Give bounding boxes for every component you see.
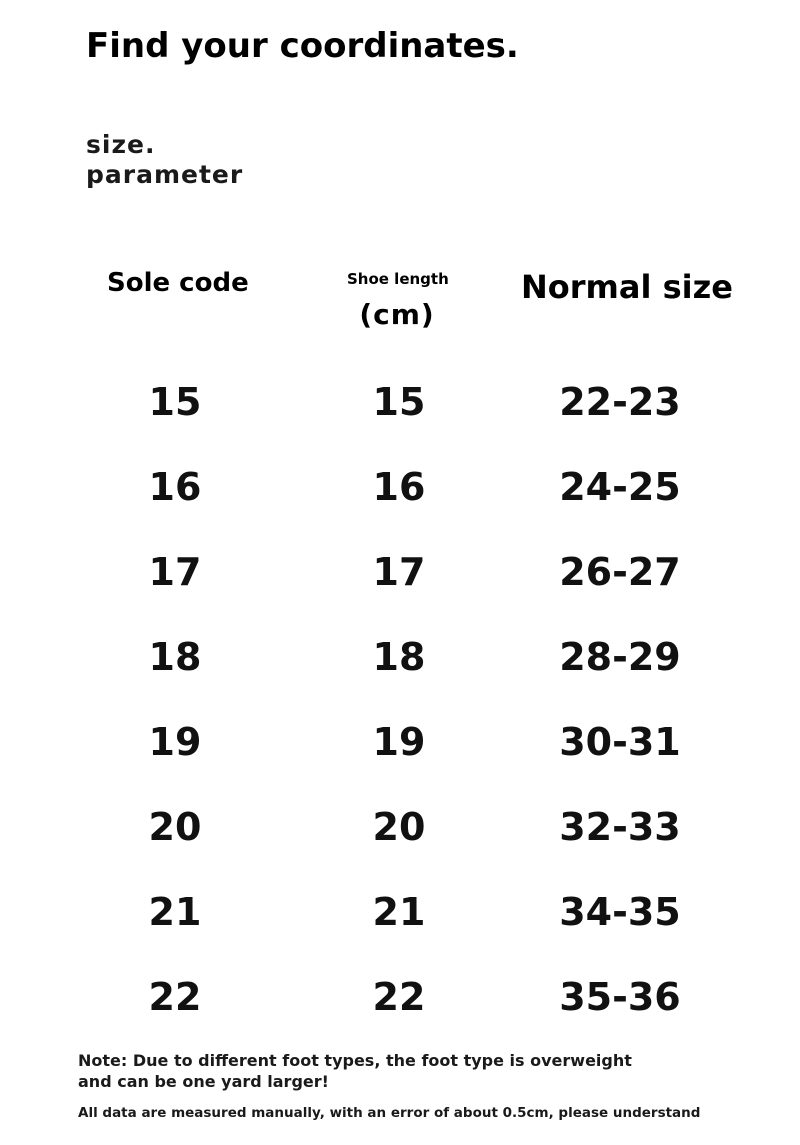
shoe-length-cell: 21 (372, 890, 426, 934)
table-row (0, 967, 800, 1052)
note-line-1: Note: Due to different foot types, the foot type is overweight (78, 1051, 632, 1070)
section-subtitle (86, 130, 243, 190)
note-line-2: and can be one yard larger! (78, 1072, 329, 1091)
sole-code-cell: 22 (148, 975, 202, 1019)
normal-size-cell: 30-31 (559, 720, 681, 764)
sole-code-cell: 21 (148, 890, 202, 934)
column-header-shoe-length: Shoe length (347, 270, 449, 288)
sizing-note (78, 1050, 632, 1092)
column-header-sole-code: Sole code (107, 268, 249, 298)
sole-code-cell: 18 (148, 635, 202, 679)
subtitle-line-1: size. (86, 130, 156, 159)
sole-code-cell: 16 (148, 465, 202, 509)
shoe-length-cell: 16 (372, 465, 426, 509)
shoe-length-cell: 19 (372, 720, 426, 764)
normal-size-cell: 28-29 (559, 635, 681, 679)
table-row (0, 797, 800, 882)
sole-code-cell: 17 (148, 550, 202, 594)
shoe-length-cell: 20 (372, 805, 426, 849)
column-header-shoe-length-unit: (cm) (359, 298, 435, 331)
table-row (0, 712, 800, 797)
column-header-normal-size: Normal size (521, 268, 733, 306)
table-row (0, 627, 800, 712)
subtitle-line-2: parameter (86, 160, 244, 189)
measurement-disclaimer: All data are measured manually, with an error of about 0.5cm, please understand (78, 1105, 701, 1121)
sole-code-cell: 20 (148, 805, 202, 849)
shoe-length-cell: 22 (372, 975, 426, 1019)
normal-size-cell: 22-23 (559, 380, 681, 424)
table-row (0, 457, 800, 542)
table-row (0, 882, 800, 967)
normal-size-cell: 34-35 (559, 890, 681, 934)
table-row (0, 542, 800, 627)
sole-code-cell: 19 (148, 720, 202, 764)
normal-size-cell: 26-27 (559, 550, 681, 594)
sole-code-cell: 15 (148, 380, 202, 424)
table-row (0, 372, 800, 457)
shoe-length-cell: 17 (372, 550, 426, 594)
normal-size-cell: 24-25 (559, 465, 681, 509)
normal-size-cell: 32-33 (559, 805, 681, 849)
page-title: Find your coordinates. (86, 26, 519, 66)
size-table (0, 372, 800, 1052)
normal-size-cell: 35-36 (559, 975, 681, 1019)
shoe-length-cell: 15 (372, 380, 426, 424)
shoe-length-cell: 18 (372, 635, 426, 679)
